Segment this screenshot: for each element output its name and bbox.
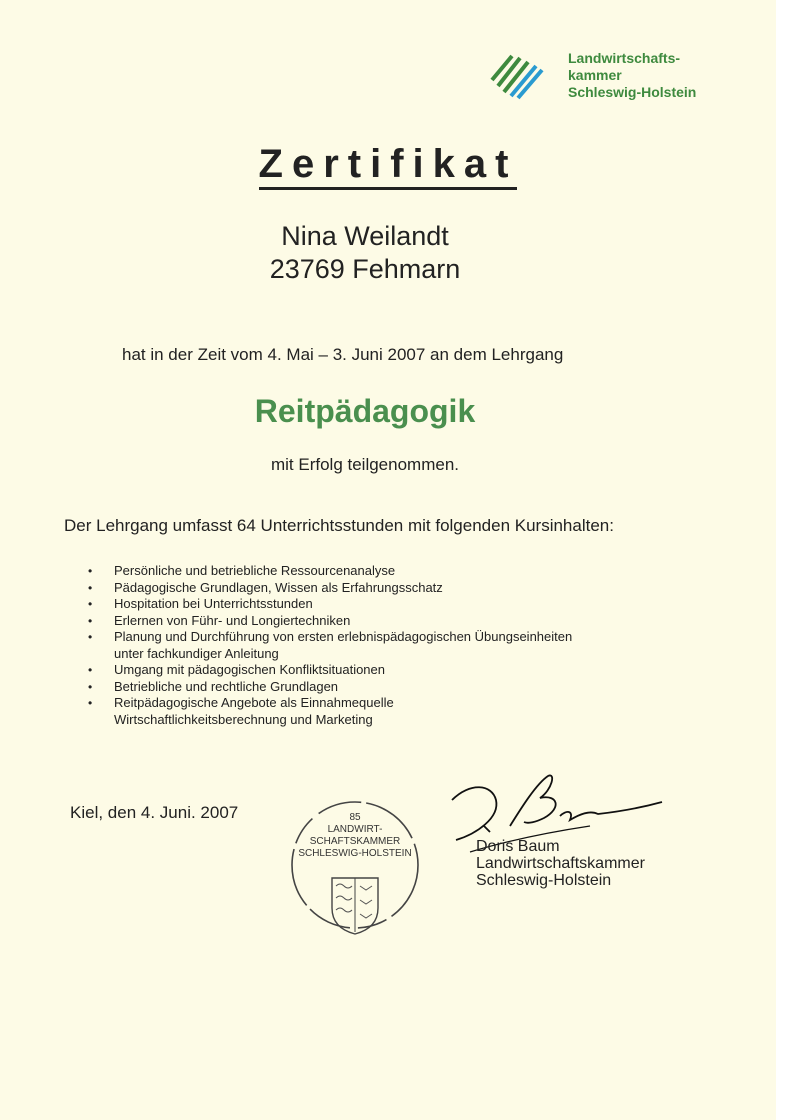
list-item-text: • Planung und Durchführung von ersten erlebnispädagogischen Übungseinheiten bbox=[114, 629, 573, 644]
seal-line: LANDWIRT- bbox=[327, 824, 383, 835]
course-period-text: hat in der Zeit vom 4. Mai – 3. Juni 2007 an dem Lehrgang bbox=[122, 345, 564, 364]
list-item-text-continued: Wirtschaftlichkeitsberechnung und Marketing bbox=[114, 711, 373, 727]
place-date: Kiel, den 4. Juni. 2007 bbox=[70, 803, 239, 822]
list-item bbox=[88, 679, 572, 696]
course-scope-text: Der Lehrgang umfasst 64 Unterrichtsstunden mit folgenden Kursinhalten: bbox=[64, 516, 614, 535]
signer-org-region: Schleswig-Holstein bbox=[476, 872, 612, 889]
signer-name: Doris Baum bbox=[476, 838, 560, 855]
list-item-text: Umgang mit pädagogischen Konfliktsituationen bbox=[114, 662, 386, 677]
issuer-logo-text bbox=[568, 50, 696, 101]
list-item-text: Hospitation bei Unterrichtsstunden bbox=[114, 596, 313, 611]
list-item bbox=[88, 662, 572, 679]
signer-block bbox=[476, 838, 645, 889]
certificate-title bbox=[0, 142, 776, 187]
certificate-title-text: Zertifikat bbox=[259, 142, 518, 190]
list-item-text-continued: unter fachkundiger Anleitung bbox=[114, 645, 279, 661]
official-seal bbox=[290, 790, 420, 940]
list-item bbox=[88, 629, 572, 662]
list-item bbox=[88, 580, 572, 597]
seal-line: SCHLESWIG-HOLSTEIN bbox=[298, 848, 412, 859]
list-item bbox=[88, 613, 572, 630]
list-item bbox=[88, 695, 572, 728]
list-item bbox=[88, 563, 572, 580]
recipient-block bbox=[0, 220, 730, 286]
course-name: Reitpädagogik bbox=[254, 393, 476, 429]
issuer-logo bbox=[488, 50, 708, 110]
diagonal-stripes-icon bbox=[488, 50, 544, 100]
logo-line: kammer bbox=[568, 67, 622, 83]
recipient-location: 23769 Fehmarn bbox=[269, 254, 461, 284]
list-item-text: Persönliche und betriebliche Ressourcenanalyse bbox=[114, 563, 396, 578]
course-contents-list bbox=[88, 563, 572, 728]
list-item-text: Betriebliche und rechtliche Grundlagen bbox=[114, 678, 339, 694]
seal-text bbox=[290, 812, 420, 860]
list-item-text: Pädagogische Grundlagen, Wissen als Erfahrungsschatz bbox=[114, 579, 443, 595]
list-item-text: • Reitpädagogische Angebote als Einnahmequelle bbox=[114, 695, 394, 710]
signer-org: Landwirtschaftskammer bbox=[476, 855, 645, 872]
recipient-name: Nina Weilandt bbox=[281, 221, 449, 251]
logo-line: Landwirtschafts- bbox=[568, 50, 681, 66]
list-item bbox=[88, 596, 572, 613]
success-text: mit Erfolg teilgenommen. bbox=[270, 455, 460, 474]
seal-line: SCHAFTSKAMMER bbox=[309, 836, 401, 847]
list-item-text: Erlernen von Führ- und Longiertechniken bbox=[114, 612, 351, 628]
seal-number: 85 bbox=[349, 812, 361, 823]
logo-line: Schleswig-Holstein bbox=[568, 84, 697, 100]
